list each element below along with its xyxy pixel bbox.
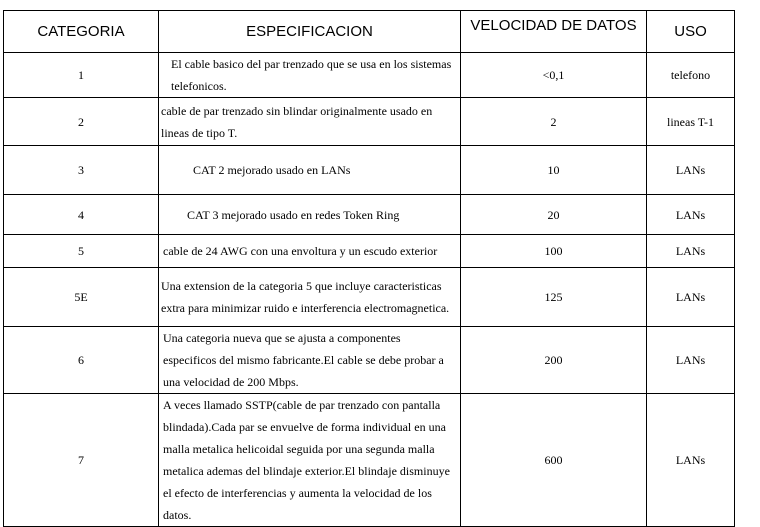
cell-categoria: 4 <box>4 195 159 235</box>
cell-especificacion: Una categoria nueva que se ajusta a componentes especificos del mismo fabricante.El cable se debe probar a una velocidad de 200 Mbps. <box>159 327 461 394</box>
cell-uso: telefono <box>647 53 735 98</box>
table-row <box>4 98 735 146</box>
cell-uso: LANs <box>647 394 735 527</box>
cell-especificacion: El cable basico del par trenzado que se usa en los sistemas telefonicos. <box>159 53 461 98</box>
cell-uso: LANs <box>647 268 735 327</box>
table-row <box>4 235 735 268</box>
header-uso: USO <box>647 11 735 53</box>
cell-especificacion: cable de 24 AWG con una envoltura y un escudo exterior <box>159 235 461 268</box>
table-row <box>4 327 735 394</box>
table-row <box>4 53 735 98</box>
cable-categories-table <box>3 10 735 527</box>
cell-categoria: 5E <box>4 268 159 327</box>
cell-velocidad: 125 <box>461 268 647 327</box>
cell-uso: LANs <box>647 146 735 195</box>
table-row <box>4 195 735 235</box>
cell-categoria: 5 <box>4 235 159 268</box>
cell-categoria: 1 <box>4 53 159 98</box>
cell-categoria: 3 <box>4 146 159 195</box>
cell-velocidad: 10 <box>461 146 647 195</box>
cell-uso: LANs <box>647 235 735 268</box>
cell-especificacion: A veces llamado SSTP(cable de par trenzado con pantalla blindada).Cada par se envuelve de forma individual en una malla metalica helicoidal seguida por una segunda malla metalica ademas del blindaje exterior.El blindaje disminuye el efecto de interferencias y aumenta la velocidad de los datos. <box>159 394 461 527</box>
cell-uso: lineas T-1 <box>647 98 735 146</box>
cell-velocidad: 100 <box>461 235 647 268</box>
cell-velocidad: 20 <box>461 195 647 235</box>
header-especificacion: ESPECIFICACION <box>159 11 461 53</box>
cell-especificacion: CAT 2 mejorado usado en LANs <box>159 146 461 195</box>
cell-categoria: 6 <box>4 327 159 394</box>
table-row <box>4 146 735 195</box>
cell-uso: LANs <box>647 195 735 235</box>
header-row <box>4 11 735 53</box>
cell-especificacion: CAT 3 mejorado usado en redes Token Ring <box>159 195 461 235</box>
header-velocidad: VELOCIDAD DE DATOS <box>461 11 647 53</box>
cell-velocidad: 2 <box>461 98 647 146</box>
cell-velocidad: <0,1 <box>461 53 647 98</box>
table-row <box>4 394 735 527</box>
cell-categoria: 7 <box>4 394 159 527</box>
header-categoria: CATEGORIA <box>4 11 159 53</box>
cell-categoria: 2 <box>4 98 159 146</box>
cell-especificacion: Una extension de la categoria 5 que incluye caracteristicas extra para minimizar ruido e interferencia electromagnetica. <box>159 268 461 327</box>
cell-uso: LANs <box>647 327 735 394</box>
cell-velocidad: 200 <box>461 327 647 394</box>
cell-velocidad: 600 <box>461 394 647 527</box>
cell-especificacion: cable de par trenzado sin blindar originalmente usado en lineas de tipo T. <box>159 98 461 146</box>
table-row <box>4 268 735 327</box>
